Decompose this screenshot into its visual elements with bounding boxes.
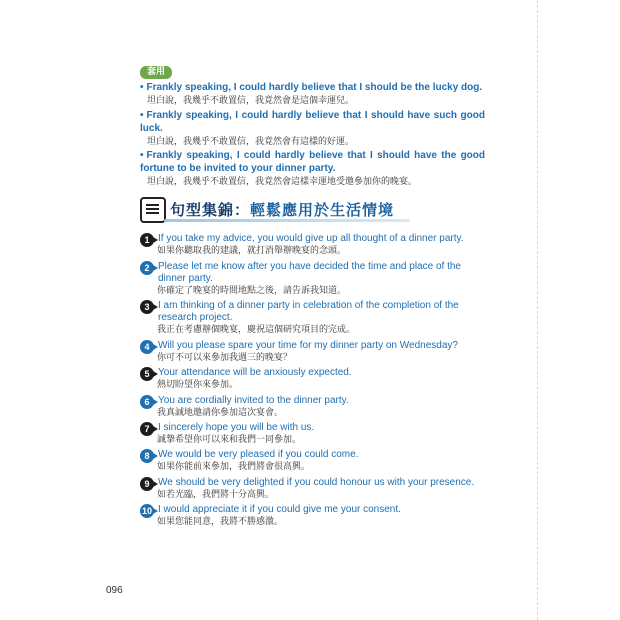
sentence-item bbox=[140, 422, 485, 446]
example-3 bbox=[140, 149, 485, 188]
bullet-icon: • bbox=[140, 82, 144, 93]
example-english: Frankly speaking, I could hardly believe that I should have the good fortune to be invited to your dinner party. bbox=[140, 150, 485, 174]
example-1 bbox=[140, 81, 485, 107]
page-number: 096 bbox=[106, 585, 123, 596]
sentence-item bbox=[140, 504, 485, 528]
section-title-sub: 輕鬆應用於生活情境 bbox=[250, 201, 395, 219]
section-heading bbox=[140, 197, 410, 223]
sentence-english: I am thinking of a dinner party in celebration of the completion of the research project. bbox=[158, 300, 459, 323]
sentence-english: Will you please spare your time for my dinner party on Wednesday? bbox=[158, 340, 458, 351]
sentence-chinese: 熱切盼望你來參加。 bbox=[157, 380, 239, 390]
sentence-english: Your attendance will be anxiously expected. bbox=[158, 367, 352, 378]
sentence-chinese: 你可不可以來參加我週三的晚宴？ bbox=[157, 353, 293, 363]
example-chinese: 坦白說，我幾乎不敢置信，我竟然會有這樣的好運。 bbox=[147, 137, 355, 147]
bullet-icon: • bbox=[140, 150, 144, 161]
example-english: Frankly speaking, I could hardly believe that I should be the lucky dog. bbox=[146, 82, 483, 93]
sentence-item bbox=[140, 261, 485, 297]
section-title-main: 句型集錦： bbox=[170, 201, 251, 219]
sentence-english: I would appreciate it if you could give me your consent. bbox=[158, 504, 401, 515]
number-badge: 3 bbox=[140, 300, 154, 314]
heading-underline bbox=[164, 219, 410, 222]
sentence-item bbox=[140, 395, 485, 419]
sentence-chinese: 如果您能同意，我將不勝感激。 bbox=[157, 517, 284, 527]
number-badge: 5 bbox=[140, 367, 154, 381]
number-badge: 4 bbox=[140, 340, 154, 354]
sentence-chinese: 誠摯希望你可以來和我們一同參加。 bbox=[157, 435, 302, 445]
example-chinese: 坦白說，我幾乎不敢置信，我竟然會這樣幸運地受邀參加你的晚宴。 bbox=[147, 177, 418, 187]
sentence-chinese: 如果你能前來參加，我們將會很高興。 bbox=[157, 462, 311, 472]
example-english: Frankly speaking, I could hardly believe that I should have such good luck. bbox=[140, 110, 485, 134]
sentence-item bbox=[140, 300, 485, 336]
sentence-chinese: 如果你聽取我的建議，就打消舉辦晚宴的念頭。 bbox=[157, 246, 347, 256]
sentence-english: I sincerely hope you will be with us. bbox=[158, 422, 315, 433]
number-badge: 2 bbox=[140, 261, 154, 275]
number-badge: 9 bbox=[140, 477, 154, 491]
number-badge: 1 bbox=[140, 233, 154, 247]
section-title bbox=[170, 199, 394, 220]
sentence-english: We should be very delighted if you could honour us with your presence. bbox=[158, 477, 475, 488]
sentence-english: We would be very pleased if you could come. bbox=[158, 449, 359, 460]
sentence-english: If you take my advice, you would give up all thought of a dinner party. bbox=[158, 233, 464, 244]
sentence-item bbox=[140, 449, 485, 473]
bullet-icon: • bbox=[140, 110, 144, 121]
sentence-item bbox=[140, 340, 485, 364]
example-2 bbox=[140, 109, 485, 148]
sentence-chinese: 我正在考慮辦個晚宴，慶祝這個研究項目的完成。 bbox=[157, 325, 356, 335]
sentence-chinese: 我真誠地邀請你參加這次宴會。 bbox=[157, 408, 284, 418]
notebook-icon bbox=[140, 197, 166, 223]
page-fold-line bbox=[537, 0, 538, 620]
sentence-english: You are cordially invited to the dinner party. bbox=[158, 395, 349, 406]
sentence-chinese: 如若光臨，我們將十分高興。 bbox=[157, 490, 275, 500]
sentence-item bbox=[140, 233, 485, 257]
number-badge: 10 bbox=[140, 504, 154, 518]
sentence-item bbox=[140, 477, 485, 501]
apply-tag: 套用 bbox=[140, 66, 172, 79]
number-badge: 6 bbox=[140, 395, 154, 409]
sentence-item bbox=[140, 367, 485, 391]
sentence-english: Please let me know after you have decided the time and place of the dinner party. bbox=[158, 261, 461, 284]
number-badge: 8 bbox=[140, 449, 154, 463]
number-badge: 7 bbox=[140, 422, 154, 436]
sentence-chinese: 你確定了晚宴的時間地點之後，請告訴我知道。 bbox=[157, 286, 347, 296]
example-chinese: 坦白說，我幾乎不敢置信，我竟然會是這個幸運兒。 bbox=[147, 96, 355, 106]
